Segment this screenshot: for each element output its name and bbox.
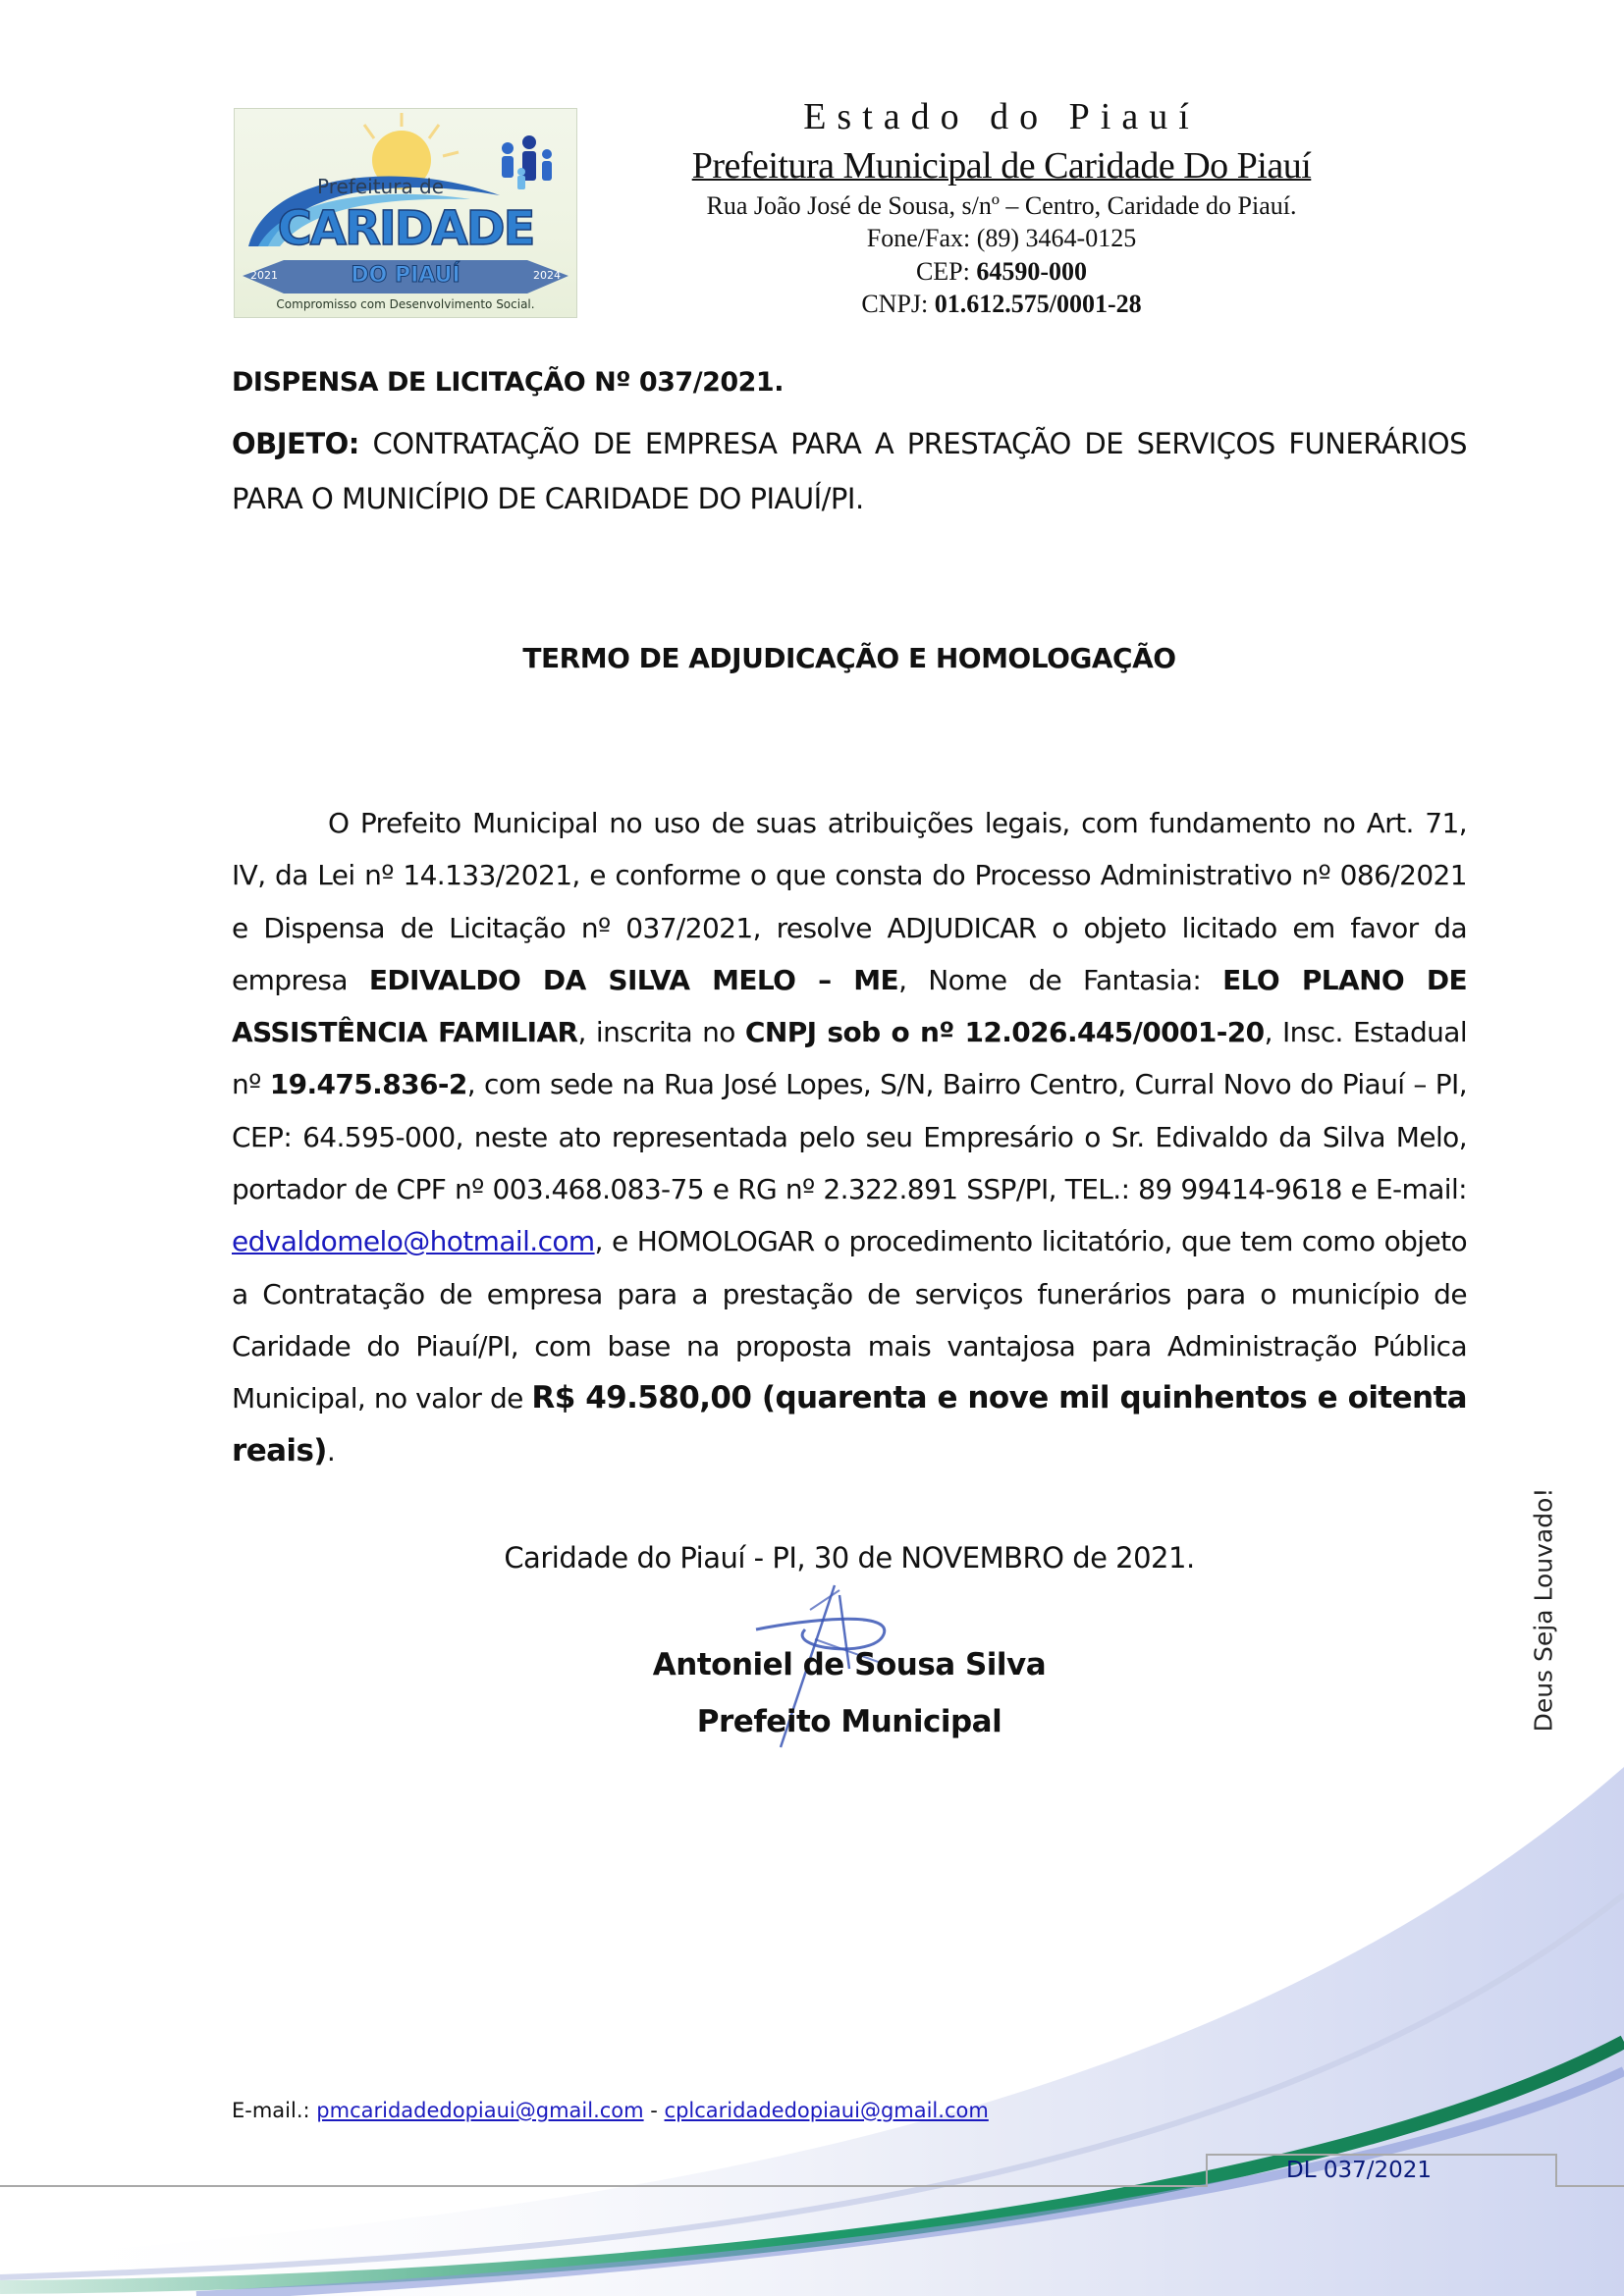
family-icon <box>502 135 552 189</box>
footer-separator: - <box>643 2099 665 2122</box>
signer-role: Prefeito Municipal <box>696 1704 1002 1739</box>
header-cep <box>628 256 1375 288</box>
header-phone: Fone/Fax: (89) 3464-0125 <box>866 224 1137 252</box>
footer-divider-notch-left <box>1206 2154 1208 2187</box>
dispensa-number: DISPENSA DE LICITAÇÃO Nº 037/2021. <box>232 367 784 398</box>
body-text: , inscrita no <box>577 1016 745 1049</box>
footer-email-link-1[interactable]: pmcaridadedopiaui@gmail.com <box>316 2099 644 2122</box>
document-title: TERMO DE ADJUDICAÇÃO E HOMOLOGAÇÃO <box>522 642 1176 674</box>
logo-prefeitura-text: Prefeitura de <box>317 175 445 198</box>
footer-divider-left <box>0 2185 1208 2187</box>
document-reference: DL 037/2021 <box>1286 2158 1433 2183</box>
cep-label: CEP: <box>915 257 977 286</box>
header-state: Estado do Piauí <box>803 96 1200 137</box>
signer-name: Antoniel de Sousa Silva <box>652 1647 1047 1682</box>
cep-value: 64590-000 <box>976 257 1088 286</box>
company-cnpj: CNPJ sob o nº 12.026.445/0001-20 <box>744 1016 1265 1049</box>
objeto-label: OBJETO: <box>232 427 359 460</box>
footer-divider-notch-right <box>1555 2154 1557 2187</box>
footer-divider-right <box>1555 2185 1624 2187</box>
footer-wave-decoration <box>0 1747 1624 2296</box>
body-text: , Nome de Fantasia: <box>898 963 1223 996</box>
cnpj-label: CNPJ: <box>861 290 935 318</box>
objeto-text: CONTRATAÇÃO DE EMPRESA PARA A PRESTAÇÃO DE SERVIÇOS FUNERÁRIOS PARA O MUNICÍPIO DE CARIDADE DO PIAUÍ/PI. <box>232 427 1467 515</box>
footer-contact <box>232 2099 989 2122</box>
company-email-link[interactable]: edvaldomelo@hotmail.com <box>232 1225 595 1258</box>
body-paragraph <box>232 797 1467 1477</box>
body-text: , com sede na Rua José Lopes, S/N, Bairro Centro, Curral Novo do Piauí – PI, CEP: 64.595-000, neste ato representada pelo seu Empresário o Sr. Edivaldo da Silva Melo, portador de CPF nº 003.468.083-75 e RG nº 2.322.891 SSP/PI, TEL.: 89 99414-9618 e E-mail: <box>232 1068 1467 1206</box>
logo-year-end: 2024 <box>533 269 561 282</box>
side-text-label: Deus Seja Louvado! <box>1529 1487 1558 1733</box>
logo-do-piaui-text: DO PIAUÍ <box>351 263 460 288</box>
header-address: Rua João José de Sousa, s/nº – Centro, Caridade do Piauí. <box>706 191 1297 220</box>
logo-caridade-text: CARIDADE <box>277 201 534 256</box>
body-text: . <box>326 1434 336 1468</box>
company-name: EDIVALDO DA SILVA MELO – ME <box>368 963 899 996</box>
header-institution: Prefeitura Municipal de Caridade Do Piauí <box>691 145 1312 187</box>
municipality-logo <box>234 108 577 318</box>
body-text: , Insc. Estadual nº <box>232 1016 1468 1101</box>
header-cnpj <box>628 289 1375 320</box>
logo-tagline: Compromisso com Desenvolvimento Social. <box>276 297 535 311</box>
contract-value: R$ 49.580,00 (quarenta e nove mil quinhentos e oitenta reais) <box>232 1380 1468 1468</box>
objeto-paragraph <box>232 416 1467 526</box>
side-text <box>1524 1487 1563 1733</box>
footer-email-label: E-mail.: <box>232 2099 317 2122</box>
footer-divider-top <box>1206 2154 1557 2156</box>
logo-ribbon-row <box>246 260 565 292</box>
body-text: O Prefeito Municipal no uso de suas atribuições legais, com fundamento no Art. 71, IV, da Lei nº 14.133/2021, e conforme o que consta do Processo Administrativo nº 086/2021 e Dispensa de Licitação nº 037/2021, resolve ADJUDICAR o objeto licitado em favor da empresa <box>232 807 1467 996</box>
fantasy-name: ELO PLANO DE ASSISTÊNCIA FAMILIAR <box>232 963 1468 1049</box>
footer-email-link-2[interactable]: cplcaridadedopiaui@gmail.com <box>664 2099 989 2122</box>
logo-year-start: 2021 <box>250 269 278 282</box>
body-text: , e HOMOLOGAR o procedimento licitatório, que tem como objeto a Contratação de empresa para a prestação de serviços funerários para o município de Caridade do Piauí/PI, com base na proposta mais vantajosa para Administração Pública Municipal, no valor de <box>232 1225 1467 1415</box>
state-registration: 19.475.836-2 <box>269 1068 467 1101</box>
date-line: Caridade do Piauí - PI, 30 de NOVEMBRO de 2021. <box>504 1541 1195 1575</box>
cnpj-value: 01.612.575/0001-28 <box>934 290 1142 318</box>
